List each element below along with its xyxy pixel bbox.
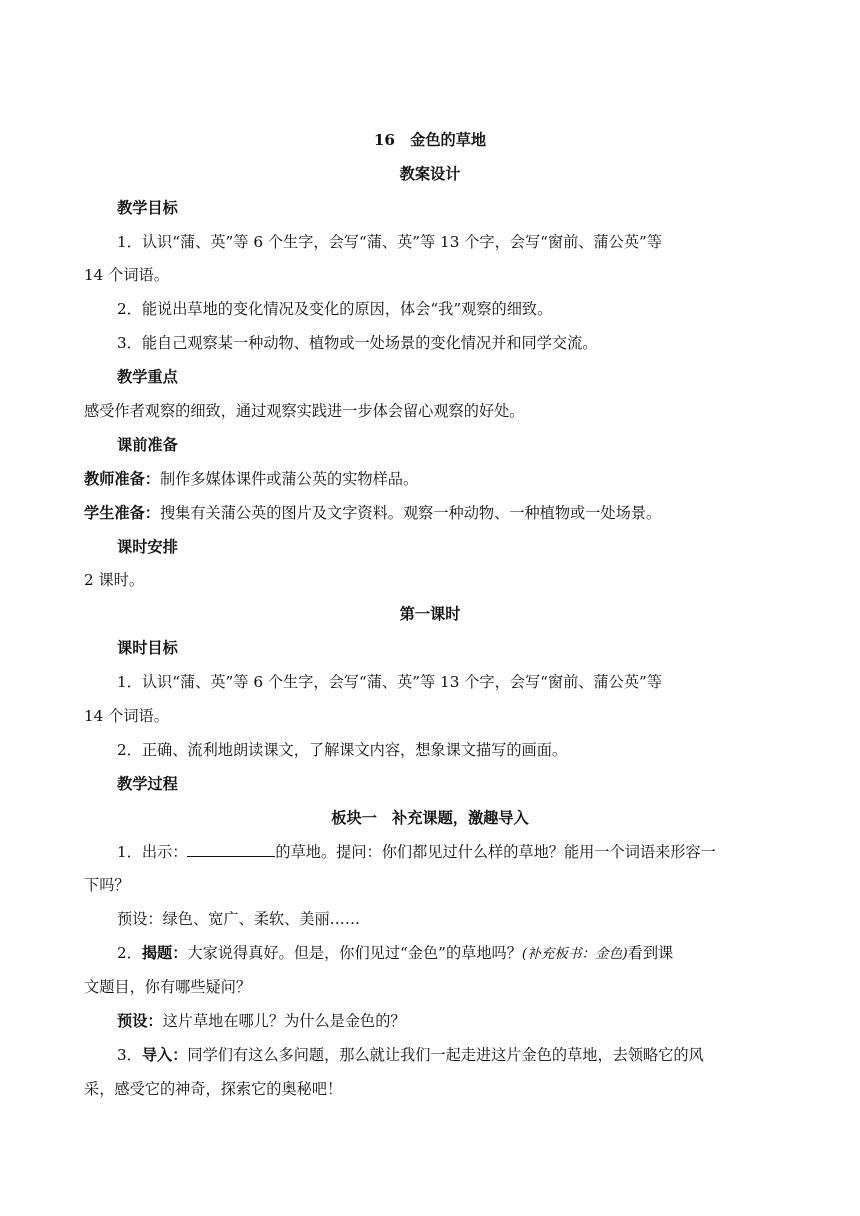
section-heading-lesson-goals: 课时目标 [117,639,178,657]
lesson-goal-1-line-2: 14 个词语。 [84,707,169,725]
teacher-prep-label: 教师准备： [84,470,160,488]
goal-2: 2．能说出草地的变化情况及变化的原因，体会“我”观察的细致。 [117,300,553,318]
step-1-line-1 [117,842,716,862]
schedule-text: 2 课时。 [84,571,145,589]
lesson-1-title: 第一课时 [399,605,461,623]
step-3-number: 3． [117,1046,142,1064]
goal-1-line-2: 14 个词语。 [84,266,169,284]
step-3-text: 同学们有这么多问题，那么就让我们一起走进这片金色的草地，去领略它的风 [187,1046,704,1064]
section-heading-focus: 教学重点 [117,368,178,386]
goal-3: 3．能自己观察某一种动物、植物或一处场景的变化情况并和同学交流。 [117,334,598,352]
teacher-preparation [84,469,418,489]
student-preparation [84,503,661,523]
section-heading-schedule: 课时安排 [117,538,178,556]
preset-2-label: 预设： [117,1012,163,1030]
goal-1-line-1: 1．认识“蒲、英”等 6 个生字，会写“蒲、英”等 13 个字，会写“窗前、蒲公英”等 [117,233,662,251]
step-2-text-a: 大家说得真好。但是，你们见过“金色”的草地吗？ [187,944,522,962]
step-2-text-b: 看到课 [627,944,674,962]
step-3-line-2: 采，感受它的神奇，探索它的奥秘吧！ [84,1080,343,1098]
student-prep-text: 搜集有关蒲公英的图片及文字资料。观察一种动物、一种植物或一处场景。 [159,504,662,522]
step-2-line-1 [117,943,673,964]
teacher-prep-text: 制作多媒体课件或蒲公英的实物样品。 [159,470,419,488]
focus-text: 感受作者观察的细致，通过观察实践进一步体会留心观察的好处。 [84,402,525,420]
student-prep-label: 学生准备： [84,504,160,522]
block-1-title: 板块一 补充课题，激趣导入 [331,809,529,827]
section-heading-goals: 教学目标 [117,199,178,217]
doc-subtitle: 教案设计 [399,165,461,183]
blackboard-note: (补充板书：金色) [521,946,628,962]
step-1-line-2: 下吗？ [84,876,130,894]
step-3-label: 导入： [141,1046,188,1064]
step-2-line-2: 文题目，你有哪些疑问？ [84,978,252,996]
preset-2 [117,1011,406,1031]
step-1-prefix: 1．出示： [117,843,188,861]
preset-1: 预设：绿色、宽广、柔软、美丽…… [117,910,360,928]
lesson-goal-2: 2．正确、流利地朗读课文，了解课文内容，想象课文描写的画面。 [117,741,568,759]
section-heading-preparation: 课前准备 [117,436,178,454]
step-3-line-1 [117,1045,704,1065]
step-1-rest: 的草地。提问：你们都见过什么样的草地？能用一个词语来形容一 [275,843,716,861]
step-2-number: 2． [117,944,142,962]
lesson-title: 16 金色的草地 [373,131,487,149]
lesson-goal-1-line-1: 1．认识“蒲、英”等 6 个生字，会写“蒲、英”等 13 个字，会写“窗前、蒲公英”等 [117,673,662,691]
step-2-label: 揭题： [141,944,188,962]
preset-2-text: 这片草地在哪儿？为什么是金色的？ [162,1012,406,1030]
section-heading-process: 教学过程 [117,775,178,793]
fill-in-blank [187,842,275,857]
